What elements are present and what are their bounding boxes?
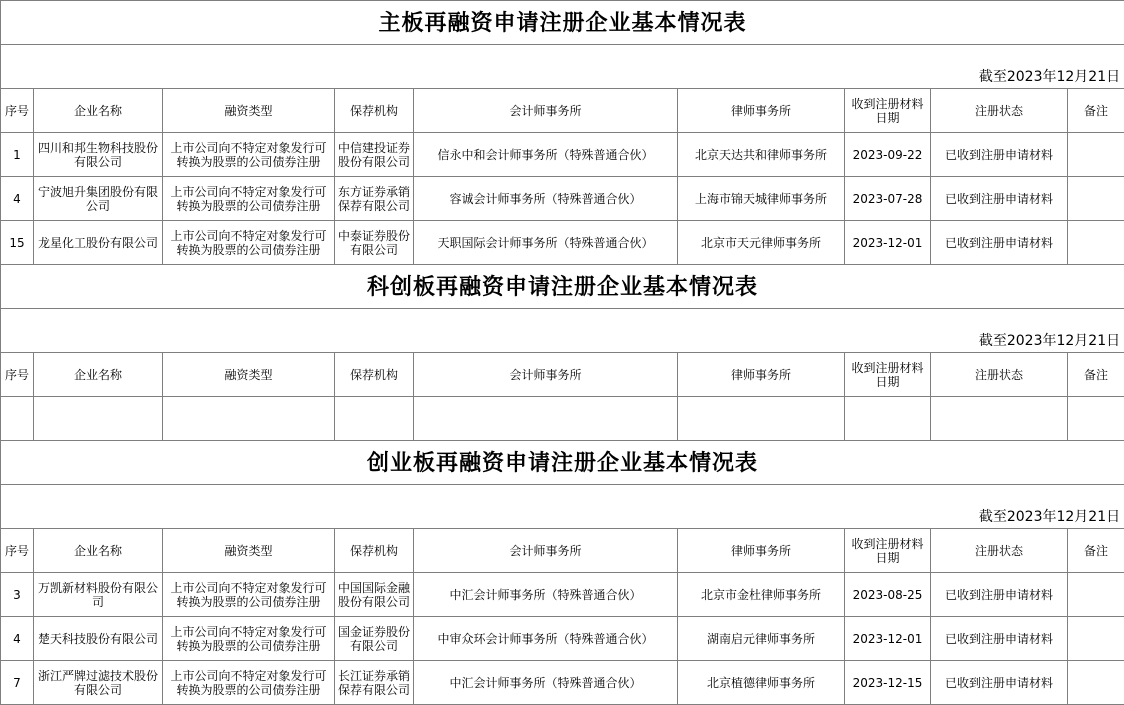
row-number-cell[interactable] xyxy=(1,397,34,441)
as-of-date[interactable]: 截至2023年12月21日 xyxy=(1,485,1124,529)
sponsor-text: 国金证券股份有限公司 xyxy=(338,624,410,653)
financing-type-cell[interactable] xyxy=(163,177,335,221)
column-header[interactable]: 收到注册材料日期 xyxy=(845,529,931,573)
as-of-date-row xyxy=(1,485,1124,529)
table-row xyxy=(1,133,1124,177)
company-name-cell[interactable]: 楚天科技股份有限公司 xyxy=(34,617,163,661)
column-header[interactable]: 会计师事务所 xyxy=(414,89,678,133)
company-name-cell[interactable]: 龙星化工股份有限公司 xyxy=(34,221,163,265)
section-title-row xyxy=(1,1,1124,45)
financing-type-cell[interactable] xyxy=(163,661,335,705)
received-date-cell[interactable]: 2023-07-28 xyxy=(845,177,931,221)
row-number-cell[interactable]: 4 xyxy=(1,617,34,661)
company-name-cell[interactable] xyxy=(34,397,163,441)
status-cell[interactable]: 已收到注册申请材料 xyxy=(931,617,1068,661)
company-name-cell[interactable]: 宁波旭升集团股份有限公司 xyxy=(34,177,163,221)
column-header-row xyxy=(1,529,1124,573)
financing-type-text: 上市公司向不特定对象发行可转换为股票的公司债券注册 xyxy=(170,668,327,697)
financing-type-text: 上市公司向不特定对象发行可转换为股票的公司债券注册 xyxy=(170,624,327,653)
sponsor-text: 东方证券承销保荐有限公司 xyxy=(338,184,410,213)
column-header[interactable]: 保荐机构 xyxy=(335,89,414,133)
financing-type-cell[interactable] xyxy=(163,573,335,617)
section-title-row xyxy=(1,441,1124,485)
law-firm-cell[interactable]: 北京天达共和律师事务所 xyxy=(678,133,845,177)
column-header[interactable]: 序号 xyxy=(1,353,34,397)
as-of-date-row xyxy=(1,309,1124,353)
table-row xyxy=(1,221,1124,265)
column-header[interactable]: 保荐机构 xyxy=(335,529,414,573)
law-firm-cell[interactable] xyxy=(678,397,845,441)
accounting-firm-cell[interactable]: 天职国际会计师事务所（特殊普通合伙） xyxy=(414,221,678,265)
remarks-cell[interactable] xyxy=(1068,397,1124,441)
remarks-cell[interactable] xyxy=(1068,221,1124,265)
column-header[interactable]: 注册状态 xyxy=(931,529,1068,573)
column-header[interactable]: 序号 xyxy=(1,529,34,573)
row-number-cell[interactable]: 1 xyxy=(1,133,34,177)
received-date-cell[interactable] xyxy=(845,397,931,441)
sponsor-text: 中泰证券股份有限公司 xyxy=(338,228,410,257)
column-header[interactable]: 企业名称 xyxy=(34,529,163,573)
column-header[interactable]: 律师事务所 xyxy=(678,89,845,133)
accounting-firm-cell[interactable]: 中汇会计师事务所（特殊普通合伙） xyxy=(414,573,678,617)
financing-type-text: 上市公司向不特定对象发行可转换为股票的公司债券注册 xyxy=(170,228,327,257)
section-title[interactable]: 主板再融资申请注册企业基本情况表 xyxy=(1,1,1124,45)
sponsor-text: 中信建投证券股份有限公司 xyxy=(338,140,410,169)
section-title[interactable]: 科创板再融资申请注册企业基本情况表 xyxy=(1,265,1124,309)
column-header[interactable]: 律师事务所 xyxy=(678,529,845,573)
financing-type-cell[interactable] xyxy=(163,617,335,661)
financing-type-cell[interactable] xyxy=(163,133,335,177)
received-date-cell[interactable]: 2023-08-25 xyxy=(845,573,931,617)
remarks-cell[interactable] xyxy=(1068,661,1124,705)
as-of-date-row xyxy=(1,45,1124,89)
column-header[interactable]: 注册状态 xyxy=(931,89,1068,133)
column-header[interactable]: 备注 xyxy=(1068,89,1124,133)
remarks-cell[interactable] xyxy=(1068,177,1124,221)
column-header[interactable]: 注册状态 xyxy=(931,353,1068,397)
sponsor-text: 中国国际金融股份有限公司 xyxy=(338,580,410,609)
received-date-cell[interactable]: 2023-12-15 xyxy=(845,661,931,705)
as-of-date[interactable]: 截至2023年12月21日 xyxy=(1,309,1124,353)
law-firm-cell[interactable]: 北京植德律师事务所 xyxy=(678,661,845,705)
status-cell[interactable]: 已收到注册申请材料 xyxy=(931,133,1068,177)
law-firm-cell[interactable]: 上海市锦天城律师事务所 xyxy=(678,177,845,221)
column-header[interactable]: 融资类型 xyxy=(163,529,335,573)
sponsor-cell[interactable] xyxy=(335,573,414,617)
financing-type-text: 上市公司向不特定对象发行可转换为股票的公司债券注册 xyxy=(170,580,327,609)
section-title[interactable]: 创业板再融资申请注册企业基本情况表 xyxy=(1,441,1124,485)
column-header[interactable]: 收到注册材料日期 xyxy=(845,353,931,397)
sponsor-cell[interactable] xyxy=(335,397,414,441)
row-number-cell[interactable]: 4 xyxy=(1,177,34,221)
column-header[interactable]: 融资类型 xyxy=(163,353,335,397)
law-firm-cell[interactable]: 湖南启元律师事务所 xyxy=(678,617,845,661)
company-name-cell[interactable]: 浙江严牌过滤技术股份有限公司 xyxy=(34,661,163,705)
received-date-cell[interactable]: 2023-12-01 xyxy=(845,221,931,265)
table-row xyxy=(1,661,1124,705)
financing-type-cell[interactable] xyxy=(163,221,335,265)
column-header[interactable]: 序号 xyxy=(1,89,34,133)
sheet-body xyxy=(1,1,1124,705)
column-header-row xyxy=(1,353,1124,397)
status-cell[interactable]: 已收到注册申请材料 xyxy=(931,573,1068,617)
row-number-cell[interactable]: 3 xyxy=(1,573,34,617)
row-number-cell[interactable]: 7 xyxy=(1,661,34,705)
company-name-cell[interactable]: 万凯新材料股份有限公司 xyxy=(34,573,163,617)
sponsor-cell[interactable] xyxy=(335,133,414,177)
financing-type-text: 上市公司向不特定对象发行可转换为股票的公司债券注册 xyxy=(170,140,327,169)
financing-type-text: 上市公司向不特定对象发行可转换为股票的公司债券注册 xyxy=(170,184,327,213)
column-header-row xyxy=(1,89,1124,133)
accounting-firm-cell[interactable] xyxy=(414,397,678,441)
row-number-cell[interactable]: 15 xyxy=(1,221,34,265)
section-title-row xyxy=(1,265,1124,309)
sponsor-cell[interactable] xyxy=(335,177,414,221)
company-name-cell[interactable]: 四川和邦生物科技股份有限公司 xyxy=(34,133,163,177)
table-row xyxy=(1,573,1124,617)
column-header[interactable]: 收到注册材料日期 xyxy=(845,89,931,133)
column-header[interactable]: 会计师事务所 xyxy=(414,353,678,397)
accounting-firm-cell[interactable]: 容诚会计师事务所（特殊普通合伙） xyxy=(414,177,678,221)
financing-type-cell[interactable] xyxy=(163,397,335,441)
sponsor-cell[interactable] xyxy=(335,221,414,265)
accounting-firm-cell[interactable]: 中汇会计师事务所（特殊普通合伙） xyxy=(414,661,678,705)
sponsor-text: 长江证券承销保荐有限公司 xyxy=(338,668,410,697)
sponsor-cell[interactable] xyxy=(335,617,414,661)
remarks-cell[interactable] xyxy=(1068,573,1124,617)
status-cell[interactable] xyxy=(931,397,1068,441)
column-header[interactable]: 备注 xyxy=(1068,353,1124,397)
table-row xyxy=(1,397,1124,441)
status-cell[interactable]: 已收到注册申请材料 xyxy=(931,661,1068,705)
column-header[interactable]: 保荐机构 xyxy=(335,353,414,397)
as-of-date[interactable]: 截至2023年12月21日 xyxy=(1,45,1124,89)
law-firm-cell[interactable]: 北京市金杜律师事务所 xyxy=(678,573,845,617)
received-date-cell[interactable]: 2023-09-22 xyxy=(845,133,931,177)
received-date-cell[interactable]: 2023-12-01 xyxy=(845,617,931,661)
column-header[interactable]: 会计师事务所 xyxy=(414,529,678,573)
column-header[interactable]: 律师事务所 xyxy=(678,353,845,397)
accounting-firm-cell[interactable]: 信永中和会计师事务所（特殊普通合伙） xyxy=(414,133,678,177)
accounting-firm-cell[interactable]: 中审众环会计师事务所（特殊普通合伙） xyxy=(414,617,678,661)
column-header[interactable]: 备注 xyxy=(1068,529,1124,573)
column-header[interactable]: 融资类型 xyxy=(163,89,335,133)
law-firm-cell[interactable]: 北京市天元律师事务所 xyxy=(678,221,845,265)
table-row xyxy=(1,617,1124,661)
status-cell[interactable]: 已收到注册申请材料 xyxy=(931,177,1068,221)
remarks-cell[interactable] xyxy=(1068,133,1124,177)
status-cell[interactable]: 已收到注册申请材料 xyxy=(931,221,1068,265)
remarks-cell[interactable] xyxy=(1068,617,1124,661)
table-row xyxy=(1,177,1124,221)
column-header[interactable]: 企业名称 xyxy=(34,353,163,397)
sponsor-cell[interactable] xyxy=(335,661,414,705)
column-header[interactable]: 企业名称 xyxy=(34,89,163,133)
